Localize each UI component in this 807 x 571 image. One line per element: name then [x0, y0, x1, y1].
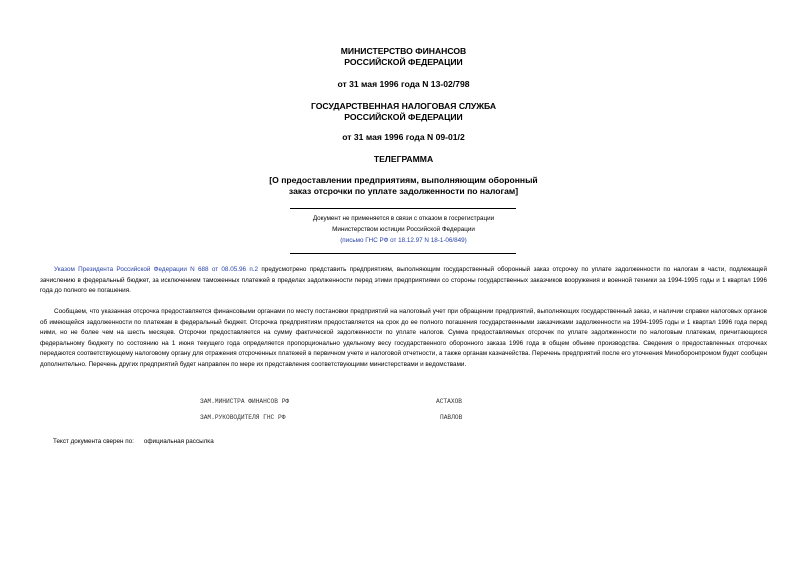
service-name: ГОСУДАРСТВЕННАЯ НАЛОГОВАЯ СЛУЖБА РОССИЙСКОЙ ФЕДЕРАЦИИ [310, 101, 497, 122]
signature-1-title: ЗАМ.МИНИСТРА ФИНАНСОВ РФ [200, 398, 290, 405]
signature-2-name: ПАВЛОВ [440, 414, 463, 421]
paragraph-2-text: Сообщаем, что указанная отсрочка предоставляется финансовыми органами по месту постановки предприятий на налоговый учет при обращении предприятий, выполняющих государственный заказ, и наличии справки налоговых органов об имеющейся задолженности по платежам в федеральный бюджет. Отсрочка предприятиям предоставляется на срок до ее полного погашения государственными заказчиками задолженности на 1994-1995 годы и 1 квартал 1996 года перед ними, но не более чем на шесть месяцев. Отсрочки предоставляется на сумму фактической задолженности по уплате налогов. Сумма предоставляемых отсрочек по уплате задолженности по налоговым платежам, причитающихся федеральному бюджету по состоянию на 1 июня текущего года определяется пропорционально удельному весу государственного оборонного заказа 1996 года в общем объеме производства. Сведения о предоставленных отсрочках передаются соответствующему налоговому органу для отражения отсроченных платежей в первичном учете и налоговой отчетности, а также органам казначейства. Перечень предприятий после его уточнения Минобоpонпромом будет сообщен дополнительно. Перечень других предприятий будет направлен по мере их представления соответствующими министерствами и ведомствами. [40, 308, 767, 368]
service-date: от 31 мая 1996 года N 09-01/2 [342, 132, 465, 142]
paragraph-2 [40, 307, 767, 371]
status-note [0, 213, 807, 247]
ministry-date: от 31 мая 1996 года N 13-02/798 [337, 79, 470, 89]
divider-bottom [290, 253, 516, 254]
status-note-link[interactable]: (письмо ГНС РФ от 18.12.97 N 18-1-06/849) [340, 237, 467, 245]
ministry-name: МИНИСТЕРСТВО ФИНАНСОВ РОССИЙСКОЙ ФЕДЕРАЦИИ [340, 46, 467, 67]
verification-value: официальная рассылка [143, 438, 214, 445]
verification-line [53, 438, 214, 446]
verification-label: Текст документа сверен по: [53, 438, 134, 445]
decree-link[interactable]: Указом Президента Российской Федерации N 688 от 08.05.96 п.2 [54, 266, 259, 273]
status-note-line1: Документ не применяется в связи с отказом в госрегистрации [312, 215, 495, 222]
document-type: ТЕЛЕГРАММА [373, 154, 434, 164]
document-title: [О предоставлении предприятиям, выполняющим оборонный заказ отсрочки по уплате задолженности по налогам] [269, 175, 538, 196]
divider-top [290, 208, 516, 209]
status-note-line2: Министерством юстиции Российской Федерации [332, 226, 475, 234]
paragraph-1-text: предусмотрено представить предприятиям, выполняющим государственный оборонный заказ отсрочку по уплате задолженности по налогам в части, подлежащей зачислению в федеральный бюджет, за исключением таможенных платежей в пределах задолженности перед этими предприятиями со стороны государственных заказчиков вооружения и военной техники за 1994-1995 годы и 1 квартал 1996 года до полного ее погашения. [40, 266, 767, 295]
paragraph-1 [40, 265, 767, 297]
signature-1-name: АСТАХОВ [436, 398, 462, 405]
signature-2-title: ЗАМ.РУКОВОДИТЕЛЯ ГНС РФ [200, 414, 286, 421]
